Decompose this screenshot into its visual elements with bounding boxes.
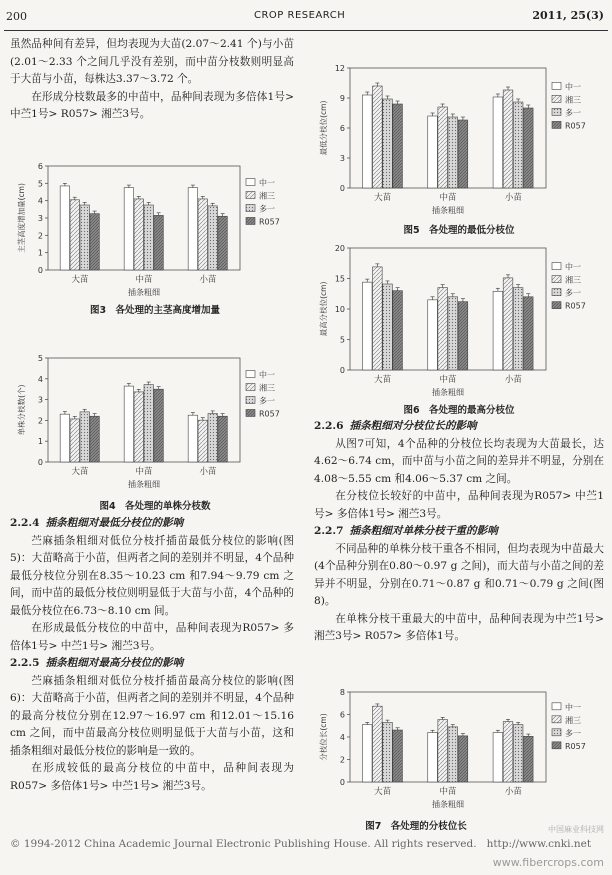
bar xyxy=(513,288,523,370)
cnki-link[interactable]: http://www.cnki.net xyxy=(486,838,592,850)
paragraph: 苎麻插条粗细对低位分枝扦插苗最低分枝位的影响(图5)：大苗略高于小苗，但两者之间的差别并不明显，4个品种最低分枝位分别在8.35～10.23 cm 和7.94～9.79 cm 之间，而中苗的最低分枝位则明显低于大苗与小苗，4个品种的最低分枝位在6.73～8.10 cm 间。 xyxy=(10,534,294,617)
y-tick-label: 3 xyxy=(37,214,43,223)
section-number: 2.2.5 xyxy=(10,657,40,669)
x-tick-label: 小苗 xyxy=(504,787,522,797)
x-axis-label: 插条粗细 xyxy=(432,388,464,397)
left-bottom-text xyxy=(10,515,294,795)
section-heading xyxy=(10,655,294,673)
bar xyxy=(438,720,448,782)
bar xyxy=(208,414,217,462)
bar xyxy=(198,420,207,462)
bar xyxy=(80,412,89,462)
bar xyxy=(373,267,383,370)
section-title: 插条粗细对单株分枝干重的影响 xyxy=(349,525,498,537)
x-tick-label: 小苗 xyxy=(199,467,217,477)
y-tick-label: 2 xyxy=(37,416,43,426)
paragraph: 不同品种的单株分枝干重各不相同，但均表现为中苗最大(4个品种分别在0.80～0.97 g 之间)，而大苗与小苗之间的差异并不明显，分别在0.71～0.87 g 和0.71～0.79 g 之间(图8)。 xyxy=(314,542,604,607)
x-axis-label: 插条粗细 xyxy=(432,206,464,215)
legend-swatch xyxy=(552,302,561,309)
bar xyxy=(523,297,533,370)
legend-swatch xyxy=(246,409,255,416)
y-axis-label: 主茎高度增加量(cm) xyxy=(17,183,26,253)
x-axis-label: 插条粗细 xyxy=(128,480,160,489)
watermark-site: www.fibercrops.com xyxy=(492,856,604,869)
bar xyxy=(523,108,533,188)
y-axis-label: 最高分枝位(cm) xyxy=(319,281,328,337)
bar xyxy=(458,120,468,188)
y-tick-label: 12 xyxy=(334,64,345,73)
y-tick-label: 0 xyxy=(37,458,43,467)
legend-label: 中一 xyxy=(565,702,581,712)
y-tick-label: 0 xyxy=(37,266,43,275)
bar xyxy=(154,389,163,462)
legend-label: 中一 xyxy=(259,370,275,380)
bar xyxy=(438,288,448,370)
figure-5-chart xyxy=(316,60,602,218)
section-heading xyxy=(10,515,294,533)
bar xyxy=(503,90,513,188)
y-tick-label: 5 xyxy=(339,335,345,345)
bar xyxy=(493,733,503,783)
x-tick-label: 中苗 xyxy=(439,193,457,203)
y-tick-label: 0 xyxy=(339,184,345,193)
x-tick-label: 大苗 xyxy=(71,275,89,285)
right-text xyxy=(314,418,604,646)
bar xyxy=(362,282,372,370)
y-tick-label: 6 xyxy=(339,710,345,720)
bar xyxy=(90,214,99,270)
y-tick-label: 4 xyxy=(37,196,43,206)
paragraph: 在分枝位长较好的中苗中，品种间表现为R057> 中苎1号> 多倍体1号> 湘苎3号。 xyxy=(314,490,604,520)
legend-swatch xyxy=(246,178,255,185)
x-tick-label: 中苗 xyxy=(135,275,153,285)
y-tick-label: 20 xyxy=(334,244,345,253)
y-tick-label: 2 xyxy=(37,231,43,241)
bar xyxy=(458,302,468,370)
bar xyxy=(513,725,523,782)
bar xyxy=(80,205,89,270)
legend-swatch xyxy=(552,95,561,102)
bar xyxy=(448,727,458,782)
bar xyxy=(198,199,207,270)
legend-label: 多一 xyxy=(259,396,275,406)
bar xyxy=(393,291,403,370)
x-tick-label: 小苗 xyxy=(504,193,522,203)
legend-swatch xyxy=(552,716,561,723)
y-tick-label: 4 xyxy=(339,733,345,742)
legend-label: 中一 xyxy=(259,178,275,188)
y-tick-label: 6 xyxy=(339,124,345,133)
legend-label: 湘三 xyxy=(565,95,581,105)
bar xyxy=(448,117,458,188)
legend-label: 湘三 xyxy=(565,275,581,285)
paragraph: 从图7可知，4个品种的分枝位长均表现为大苗最长，达4.62～6.74 cm，而中苗与小苗之间的差异并不明显，分别在4.08～5.55 cm 和4.06～5.37 cm 之间。 xyxy=(314,437,604,485)
bar xyxy=(523,736,533,782)
legend-label: R057 xyxy=(259,217,280,227)
left-top-text xyxy=(10,36,294,124)
bar xyxy=(208,206,217,270)
y-tick-label: 10 xyxy=(334,305,345,314)
legend-label: 中一 xyxy=(565,262,581,272)
legend-label: R057 xyxy=(565,301,586,311)
bar xyxy=(218,216,227,270)
figure-3-caption: 图3 各处理的主茎高度增加量 xyxy=(89,305,221,316)
bar xyxy=(493,97,503,188)
bar xyxy=(134,392,143,462)
legend-label: R057 xyxy=(259,409,280,419)
legend-label: 湘三 xyxy=(259,191,275,201)
x-tick-label: 大苗 xyxy=(374,375,392,385)
x-axis-label: 插条粗细 xyxy=(128,288,160,297)
legend-label: 湘三 xyxy=(259,383,275,393)
y-tick-label: 4 xyxy=(37,374,43,384)
x-tick-label: 小苗 xyxy=(199,275,217,285)
legend-swatch xyxy=(246,191,255,198)
bar xyxy=(124,386,133,462)
bar xyxy=(438,107,448,188)
bar xyxy=(362,95,372,188)
legend-swatch xyxy=(552,121,561,128)
legend-swatch xyxy=(552,276,561,283)
y-tick-label: 6 xyxy=(37,162,43,171)
bar xyxy=(383,284,393,370)
section-number: 2.2.4 xyxy=(10,517,40,529)
legend-swatch xyxy=(552,82,561,89)
figure-7-chart xyxy=(316,684,602,812)
bar xyxy=(428,116,438,188)
legend-label: 多一 xyxy=(565,288,581,298)
bar xyxy=(144,205,153,270)
bar xyxy=(60,414,69,462)
bar xyxy=(188,188,197,270)
y-tick-label: 1 xyxy=(37,437,43,447)
paragraph: 在形成较低的最高分枝位的中苗中，品种间表现为R057> 多倍体1号> 中苎1号> 湘苎3号。 xyxy=(10,762,294,792)
figure-3-chart xyxy=(14,158,296,300)
legend-swatch xyxy=(246,383,255,390)
figure-5-caption: 图5 各处理的最低分枝位 xyxy=(403,225,515,236)
x-tick-label: 大苗 xyxy=(374,193,392,203)
y-tick-label: 8 xyxy=(339,688,345,697)
y-axis-label: 分枝位长(cm) xyxy=(319,713,328,761)
bar xyxy=(493,291,503,370)
bar xyxy=(60,186,69,270)
legend-label: 多一 xyxy=(259,204,275,214)
legend-label: 多一 xyxy=(565,108,581,118)
legend-label: 湘三 xyxy=(565,715,581,725)
y-tick-label: 0 xyxy=(339,366,345,375)
bar xyxy=(513,102,523,188)
copyright-footer xyxy=(10,838,591,850)
y-tick-label: 2 xyxy=(339,755,345,765)
bar xyxy=(362,725,372,782)
bar xyxy=(70,200,79,270)
y-tick-label: 5 xyxy=(37,179,43,189)
section-number: 2.2.7 xyxy=(314,525,344,537)
x-tick-label: 小苗 xyxy=(504,375,522,385)
bar xyxy=(188,415,197,462)
y-tick-label: 3 xyxy=(339,154,345,163)
bar xyxy=(428,733,438,783)
paragraph: 在形成最低分枝位的中苗中，品种间表现为R057> 多倍体1号> 中苎1号> 湘苎3号。 xyxy=(10,622,294,652)
x-tick-label: 大苗 xyxy=(374,787,392,797)
y-tick-label: 9 xyxy=(339,94,345,103)
watermark-cn: 中国麻业科技网 xyxy=(548,825,604,834)
bar xyxy=(503,722,513,782)
legend-swatch xyxy=(552,703,561,710)
page-header xyxy=(0,0,612,34)
bar xyxy=(383,722,393,782)
bar xyxy=(70,419,79,462)
x-tick-label: 大苗 xyxy=(71,467,89,477)
bar xyxy=(373,706,383,782)
figure-4-chart xyxy=(14,350,296,492)
section-title: 插条粗细对最高分枝位的影响 xyxy=(45,657,184,669)
x-tick-label: 中苗 xyxy=(135,467,153,477)
figure-7-caption: 图7 各处理的分枝位长 xyxy=(365,821,467,832)
y-tick-label: 0 xyxy=(339,778,345,787)
bar xyxy=(458,736,468,782)
x-tick-label: 中苗 xyxy=(439,787,457,797)
legend-swatch xyxy=(552,742,561,749)
y-tick-label: 5 xyxy=(37,354,43,363)
paragraph: 苎麻插条粗细对低位分枝扦插苗最高分枝位的影响(图6)：大苗略高于小苗，但两者之间的差别并不明显，4个品种的最高分枝位分别在12.97～16.97 cm 和12.01～15.16 cm 之间，而中苗最高分枝位则明显低于大苗与小苗，这和插条粗细对最低分枝位的影响是一致的。 xyxy=(10,674,294,757)
legend-label: 多一 xyxy=(565,728,581,738)
header-rule xyxy=(4,30,608,31)
bar xyxy=(428,300,438,370)
legend-label: 中一 xyxy=(565,82,581,92)
y-tick-label: 1 xyxy=(37,248,43,258)
bar xyxy=(373,86,383,188)
legend-swatch xyxy=(246,396,255,403)
section-number: 2.2.6 xyxy=(314,420,344,432)
legend-swatch xyxy=(246,204,255,211)
copyright-text: © 1994-2012 China Academic Journal Electronic Publishing House. All rights reserved. xyxy=(10,838,477,850)
legend-swatch xyxy=(246,217,255,224)
paragraph: 虽然品种间有差异，但均表现为大苗(2.07～2.41 个)与小苗(2.01～2.33 个之间几乎没有差别，而中苗分枝数则明显高于大苗与小苗，每株达3.37～3.72 个。 xyxy=(10,38,294,85)
legend-swatch xyxy=(246,370,255,377)
legend-swatch xyxy=(552,108,561,115)
bar xyxy=(218,416,227,462)
section-title: 插条粗细对分枝位长的影响 xyxy=(349,420,477,432)
bar xyxy=(90,416,99,462)
y-tick-label: 15 xyxy=(334,274,345,284)
bar xyxy=(448,297,458,370)
bar xyxy=(503,278,513,370)
figure-6-caption: 图6 各处理的最高分枝位 xyxy=(403,405,515,416)
bar xyxy=(134,199,143,270)
y-axis-label: 最低分枝位(cm) xyxy=(319,100,328,156)
x-tick-label: 中苗 xyxy=(439,375,457,385)
figure-4-caption: 图4 各处理的单株分枝数 xyxy=(99,501,211,512)
legend-label: R057 xyxy=(565,121,586,131)
section-heading xyxy=(314,418,604,436)
bar xyxy=(124,188,133,270)
bar xyxy=(393,730,403,782)
y-tick-label: 3 xyxy=(37,395,43,405)
bar xyxy=(154,215,163,270)
paragraph: 在形成分枝数最多的中苗中，品种间表现为多倍体1号> 中苎1号> R057> 湘苎3号。 xyxy=(10,90,294,120)
legend-swatch xyxy=(552,729,561,736)
x-axis-label: 插条粗细 xyxy=(432,800,464,809)
legend-swatch xyxy=(552,289,561,296)
figure-6-chart xyxy=(316,240,602,400)
legend-label: R057 xyxy=(565,741,586,751)
bar xyxy=(383,99,393,188)
bar xyxy=(144,385,153,462)
journal-issue: 2011, 25(3) xyxy=(532,9,604,22)
legend-swatch xyxy=(552,263,561,270)
bar xyxy=(393,104,403,188)
journal-name: CROP RESEARCH xyxy=(254,10,346,21)
page-number: 200 xyxy=(6,10,27,23)
paragraph: 在单株分枝干重最大的中苗中，品种间表现为中苎1号> 湘苎3号> R057> 多倍体1号。 xyxy=(314,612,604,642)
section-heading xyxy=(314,523,604,541)
section-title: 插条粗细对最低分枝位的影响 xyxy=(45,517,184,529)
y-axis-label: 单株分枝数(个) xyxy=(17,384,26,436)
